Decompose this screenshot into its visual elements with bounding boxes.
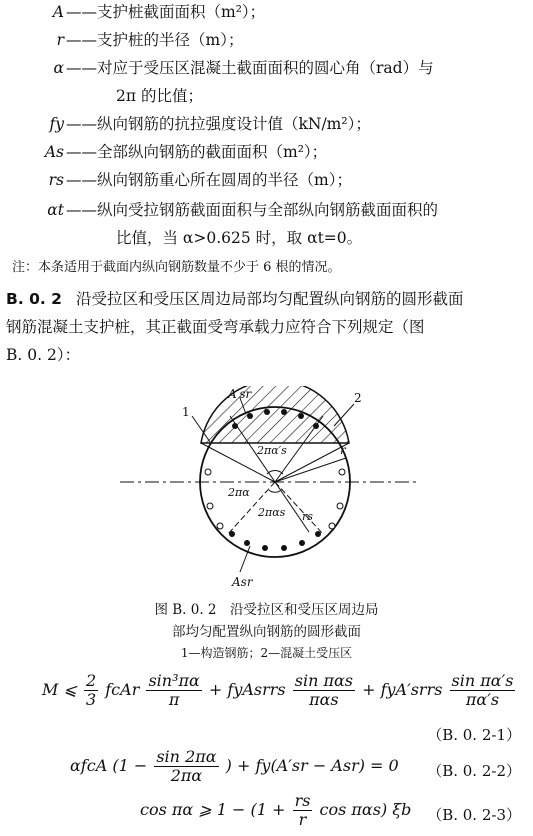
construction-bars	[205, 469, 345, 529]
angle-arc	[269, 490, 281, 492]
definition-text: ——纵向钢筋的抗拉强度设计值（kN/m²）；	[66, 115, 371, 133]
eq1-term3: + fyA′srrs	[362, 680, 443, 699]
rebar-circle	[337, 503, 343, 509]
rebar-dot	[264, 409, 270, 415]
eq1-frac2: $\frac{\text{sin παs}}{\text{παs}}$	[294, 671, 353, 709]
clause-line: 钢筋混凝土支护桩，其正截面受弯承载力应符合下列规定（图	[6, 318, 425, 336]
equation-number: （B. 0. 2-2）	[427, 762, 521, 780]
rebar-circle	[217, 523, 223, 529]
definition-text: ——对应于受压区混凝土截面面积的圆心角（rad）与	[66, 59, 434, 77]
radius-line	[275, 458, 346, 482]
rebar-dot	[281, 409, 287, 415]
definition-text: ——纵向受拉钢筋截面面积与全部纵向钢筋截面面积的	[66, 201, 439, 219]
figure-caption-line: 部均匀配置纵向钢筋的圆形截面	[172, 624, 361, 640]
eq1-coef: $\frac{2}{3}$	[85, 671, 97, 709]
eq2-right: ) + fy(A′sr − Asr) = 0	[225, 756, 399, 775]
rebar-dot	[244, 540, 250, 546]
eq1-frac1: $\frac{\text{sin³πα}}{\pi}$	[148, 671, 200, 709]
definition-symbol: As	[44, 143, 64, 161]
rebar-dot	[232, 423, 238, 429]
figure-legend: 1—构造钢筋；2—混凝土受压区	[180, 646, 353, 660]
definition-symbol: αt	[47, 201, 64, 219]
label-asr-prime: A′sr	[228, 387, 252, 401]
rebar-circle	[205, 469, 211, 475]
rebar-dot	[247, 413, 253, 419]
rebar-dot	[298, 413, 304, 419]
definition-symbol: r	[56, 31, 64, 49]
label-angle-mid: 2πα	[228, 486, 250, 499]
equation-b-0-2-2	[70, 748, 399, 785]
eq2-frac: $\frac{\sin 2\pi\alpha}{2\pi\alpha}$	[156, 747, 217, 785]
eq3-frac: $\frac{rs}{r}$	[294, 791, 311, 829]
equation-number: （B. 0. 2-3）	[427, 806, 521, 824]
equation-number: （B. 0. 2-1）	[427, 726, 521, 744]
definition-symbol: rs	[48, 171, 64, 189]
label-angle-bottom: 2παs	[258, 506, 286, 519]
eq1-frac3: $\frac{\text{sin πα′s}}{\pi\alpha's}$	[451, 671, 514, 709]
rebar-dot	[229, 531, 235, 537]
equation-b-0-2-1	[42, 672, 517, 709]
definition-text: ——全部纵向钢筋的截面面积（m²）；	[66, 143, 328, 161]
eq3-right: cos παs) ξb	[319, 800, 412, 819]
eq1-term2: + fyAsrrs	[208, 680, 286, 699]
definition-symbol: A	[52, 3, 64, 21]
rebar-dot	[262, 545, 268, 551]
clause-text: 沿受拉区和受压区周边局部均匀配置纵向钢筋的圆形截面	[75, 290, 464, 308]
clause-line: B. 0. 2）：	[6, 346, 81, 364]
definition-text: ——纵向钢筋重心所在圆周的半径（m）；	[66, 171, 352, 189]
clause-number: B. 0. 2	[6, 290, 62, 308]
rebar-circle	[329, 523, 335, 529]
eq1-term1: fcAr	[105, 680, 140, 699]
equation-b-0-2-3	[140, 792, 411, 829]
section-diagram	[110, 386, 430, 596]
eq3-left: cos πα ⩾ 1 − (1 +	[140, 800, 286, 819]
definition-text: ——支护桩截面面积（m²）；	[66, 3, 266, 21]
eq1-lhs: M ⩽	[42, 680, 77, 699]
tension-bars	[229, 531, 321, 551]
label-rs: rs	[302, 510, 313, 523]
rebar-dot	[299, 540, 305, 546]
definition-text: 2π 的比值；	[116, 87, 203, 105]
label-2: 2	[354, 391, 362, 405]
note-text: 注：本条适用于截面内纵向钢筋数量不少于 6 根的情况。	[12, 260, 341, 275]
label-r: r	[340, 443, 346, 457]
definition-text: ——支护桩的半径（m）；	[66, 31, 244, 49]
label-asr: Asr	[232, 575, 253, 589]
compression-zone	[201, 386, 349, 443]
clause-line	[6, 288, 463, 310]
figure-caption-line: 图 B. 0. 2 沿受拉区和受压区周边局	[154, 602, 379, 618]
definition-symbol: α	[53, 59, 64, 77]
rebar-dot	[281, 545, 287, 551]
rebar-dot	[315, 531, 321, 537]
eq2-left: αfcA (1 −	[70, 756, 148, 775]
definition-symbol: fy	[49, 115, 64, 133]
rebar-circle	[207, 503, 213, 509]
rebar-dot	[313, 423, 319, 429]
label-angle-top: 2πα′s	[257, 444, 287, 457]
rebar-circle	[339, 469, 345, 475]
label-1: 1	[182, 405, 190, 419]
definition-text: 比值，当 α>0.625 时，取 αt=0。	[116, 229, 363, 247]
